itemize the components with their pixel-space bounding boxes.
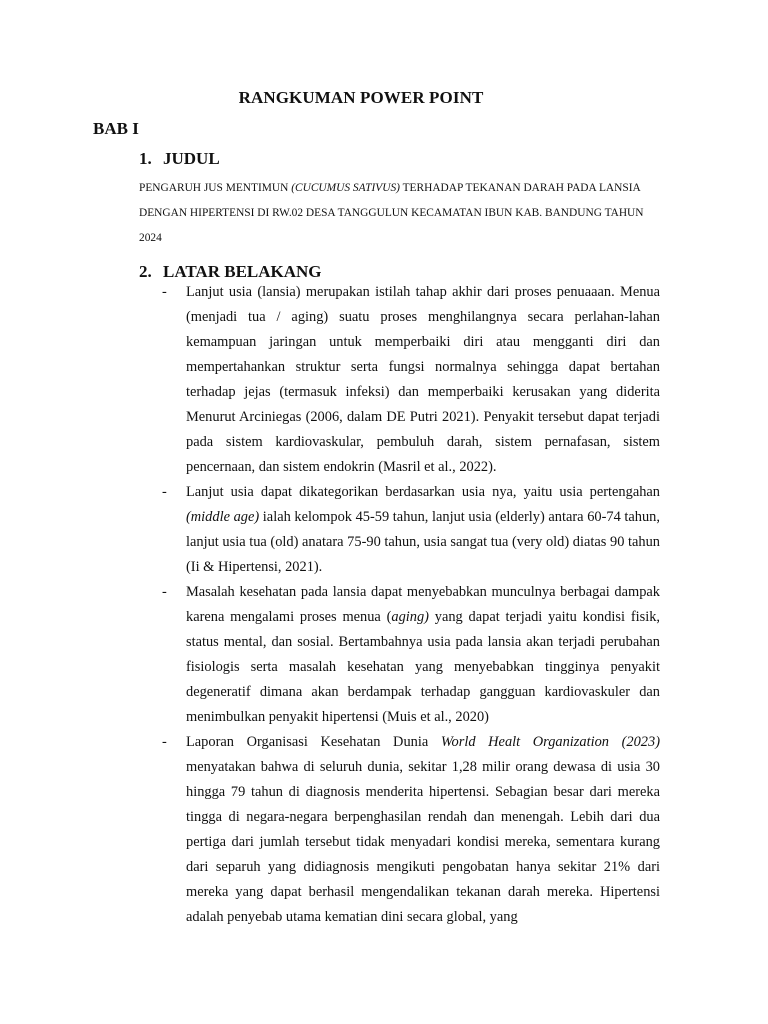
list-item [160,580,660,730]
list-item-italic: aging) [391,609,429,625]
section-heading-text: JUDUL [163,149,220,168]
bullet-dash: - [162,284,167,300]
section-number: 2. [139,262,152,281]
list-item-italic: World Healt Organization (2023) [440,734,660,750]
list-item-text: menyatakan bahwa di seluruh dunia, sekitar 1,28 milir orang dewasa di usia 30 hingga 79 tahun di diagnosis menderita hipertensi. Sebagian besar dari mereka tingga di negara-negara berpenghasilan rendah dan menengah. Lebih dari dua pertiga dari jumlah tersebut tidak menyadari kondisi mereka, sementara kurang dari separuh yang didiagnosis mengikuti pengobatan hanya sekitar 21% dari mereka yang dapat berhasil mengendalikan tekanan darah mereka. Hipertensi adalah penyebab utama kematian dini secara global, yang [186,759,660,925]
list-item [160,280,660,480]
list-item-italic: (middle age) [186,509,260,525]
section-heading-text: LATAR BELAKANG [163,262,322,281]
list-item [160,480,660,580]
bullet-dash: - [162,734,167,750]
list-item-text: Lanjut usia dapat dikategorikan berdasarkan usia nya, yaitu usia pertengahan [186,484,660,500]
list-item-text: Lanjut usia (lansia) merupakan istilah tahap akhir dari proses penuaaan. Menua (menjadi tua / aging) suatu proses menghilangnya secara perlahan-lahan kemampuan jaringan untuk memperbaiki diri atau mengganti diri dan mempertahankan struktur serta fungsi normalnya sehingga dapat bertahan terhadap jejas (termasuk infeksi) dan memperbaiki kerusakan yang diderita Menurut Arciniegas (2006, dalam DE Putri 2021). Penyakit tersebut dapat terjadi pada sistem kardiovaskular, pembuluh darah, sistem pernafasan, sistem pencernaan, dan sistem endokrin (Masril et al., 2022). [186,284,660,475]
list-item-text: Laporan Organisasi Kesehatan Dunia [186,734,441,750]
list-item [160,730,660,930]
research-title-part: TERHADAP TEKANAN DARAH PADA LANSIA DENGAN HIPERTENSI DI RW.02 DESA TANGGULUN KECAMATAN IBUN KAB. BANDUNG TAHUN 2024 [139,182,644,244]
chapter-label: BAB I [93,119,139,138]
list-item-text: ialah kelompok 45-59 tahun, lanjut usia (elderly) antara 60-74 tahun, lanjut usia tua (old) anatara 75-90 tahun, usia sangat tua (very old) diatas 90 tahun (Ii & Hipertensi, 2021). [186,509,660,575]
list-item-text: yang dapat terjadi yaitu kondisi fisik, status mental, dan sosial. Bertambahnya usia pada lansia akan terjadi perubahan fisiologis serta masalah kesehatan yang menyebabkan tingginya penyakit degeneratif dimana akan berdampak terhadap gangguan kardiovaskuler dan menimbulkan penyakit hipertensi (Muis et al., 2020) [186,609,660,725]
research-title-italic: (CUCUMUS SATIVUS) [291,182,400,194]
bullet-dash: - [162,484,167,500]
section-heading-latar-belakang [139,262,322,282]
research-title [139,176,664,251]
list-item-text: Masalah kesehatan pada lansia dapat menyebabkan munculnya berbagai dampak karena mengalami proses menua ( [186,584,660,625]
background-list [160,280,660,930]
research-title-part: PENGARUH JUS MENTIMUN [139,182,292,194]
page-title: RANGKUMAN POWER POINT [238,88,484,107]
bullet-dash: - [162,584,167,600]
section-heading-judul [139,149,220,169]
section-number: 1. [139,149,152,168]
